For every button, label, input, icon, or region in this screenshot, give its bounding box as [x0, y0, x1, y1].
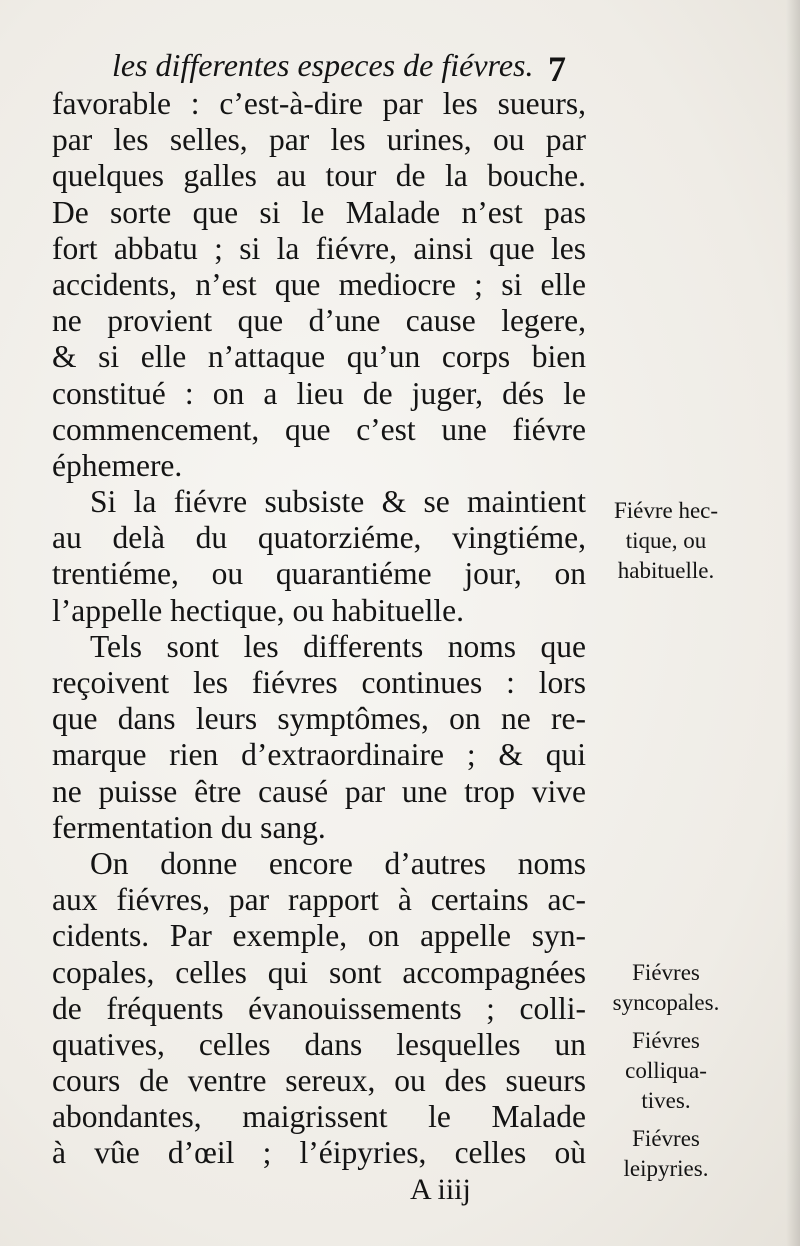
text-line: par les selles, par les urines, ou par: [52, 122, 586, 158]
margin-note-line: Fiévre hec-: [613, 498, 719, 523]
text-line: marque rien d’extraordinaire ; & qui: [52, 737, 586, 773]
text-line: On donne encore d’autres noms: [90, 845, 586, 881]
margin-note-leipyries: [596, 1124, 736, 1184]
text-line: cidents. Par exemple, on appelle syn-: [52, 918, 586, 954]
text-line: quatives, celles dans lesquelles un: [52, 1026, 586, 1062]
body-text: [52, 86, 586, 1172]
text-line: constitué : on a lieu de juger, dés le: [52, 375, 586, 411]
margin-note-line: syncopales.: [612, 990, 720, 1015]
text-line: cours de ventre sereux, ou des sueurs: [52, 1063, 586, 1099]
margin-note-line: Fiévres: [632, 960, 700, 985]
text-line: de fréquents évanouissements ; colli-: [52, 990, 586, 1026]
margin-note-line: tique, ou: [625, 528, 707, 553]
text-line: copales, celles qui sont accompagnées: [52, 954, 586, 990]
margin-note-hectique: [596, 496, 736, 586]
text-line: quelques galles au tour de la bouche.: [52, 158, 586, 194]
margin-note-line: Fiévres: [632, 1126, 700, 1151]
text-line: ne puisse être causé par une trop vive: [52, 773, 586, 809]
text-line: accidents, n’est que mediocre ; si elle: [52, 266, 586, 302]
signature-mark: A iiij: [410, 1173, 471, 1206]
text-line: que dans leurs symptômes, on ne re-: [52, 701, 586, 737]
margin-note-line: leipyries.: [623, 1156, 709, 1181]
margin-note-line: habituelle.: [617, 558, 715, 583]
margin-note-syncopales: [596, 958, 736, 1018]
page-number: 7: [548, 49, 566, 89]
text-line: à vûe d’œil ; l’éipyries, celles où: [52, 1135, 586, 1171]
text-line: fermentation du sang.: [52, 809, 326, 845]
text-line: Si la fiévre subsiste & se maintient: [90, 484, 586, 520]
text-line: au delà du quatorziéme, vingtiéme,: [52, 520, 586, 556]
margin-note-colliquatives: [596, 1026, 736, 1116]
text-line: ne provient que d’une cause legere,: [52, 303, 586, 339]
text-line: reçoivent les fiévres continues : lors: [52, 665, 586, 700]
text-line: trentiéme, ou quarantiéme jour, on: [52, 556, 586, 592]
text-line: De sorte que si le Malade n’est pas: [52, 194, 586, 230]
text-line: l’appelle hectique, ou habituelle.: [52, 592, 464, 628]
text-line: fort abbatu ; si la fiévre, ainsi que les: [52, 230, 586, 266]
running-head: les differentes especes de fiévres.: [112, 47, 534, 83]
text-line: & si elle n’attaque qu’un corps bien: [52, 339, 586, 375]
text-line: favorable : c’est-à-dire par les sueurs,: [52, 86, 586, 121]
text-line: éphemere.: [52, 447, 183, 483]
margin-note-line: tives.: [641, 1088, 691, 1113]
text-line: Tels sont les differents noms que: [90, 628, 586, 664]
text-line: commencement, que c’est une fiévre: [52, 411, 586, 447]
page-edge-shadow: [786, 0, 800, 1246]
margin-note-line: Fiévres: [632, 1028, 700, 1053]
text-line: aux fiévres, par rapport à certains ac-: [52, 882, 586, 918]
margin-note-line: colliqua-: [625, 1058, 707, 1083]
text-line: abondantes, maigrissent le Malade: [52, 1099, 586, 1135]
